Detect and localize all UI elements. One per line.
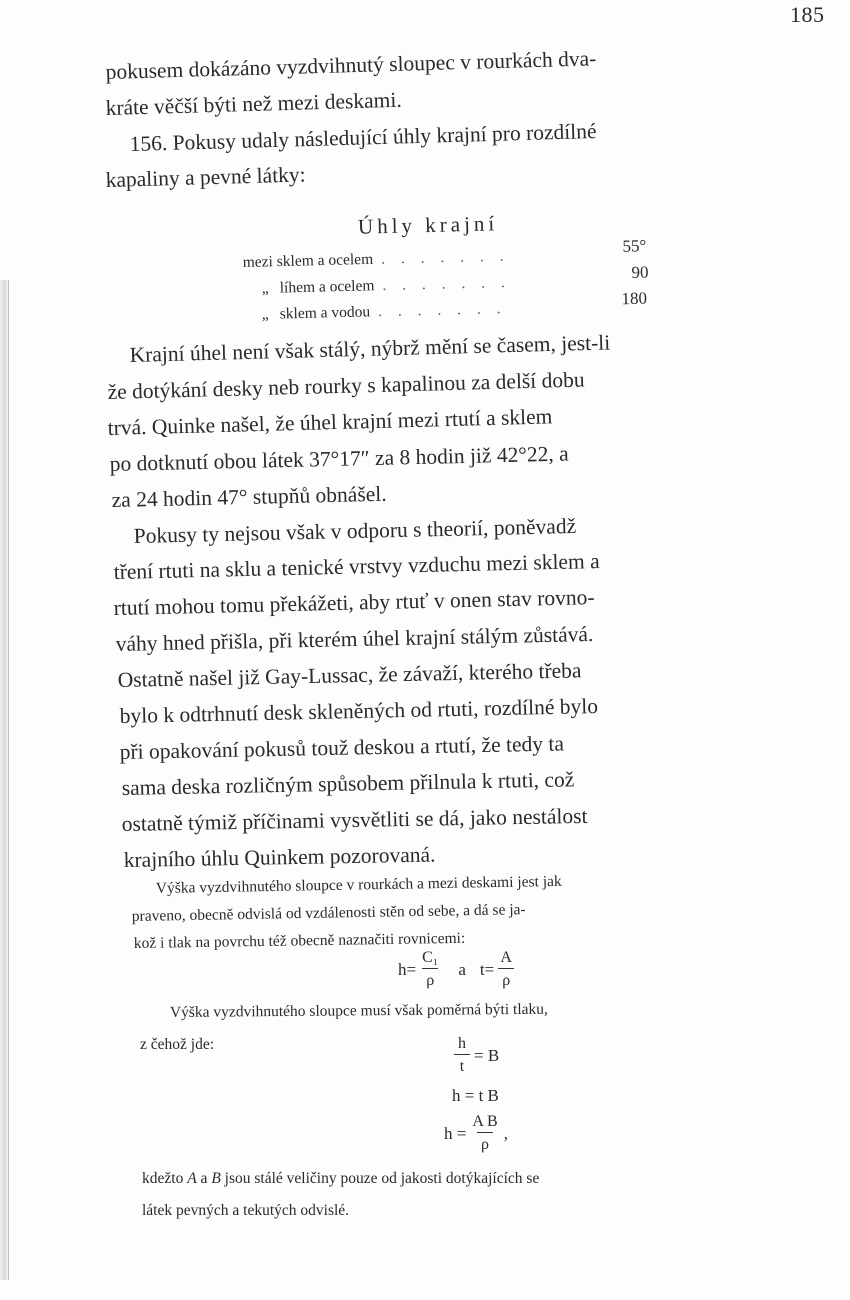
numerator: A (500, 949, 512, 966)
table-row-label: líhem a ocelem (279, 277, 375, 297)
text-line: ostatně týmiž příčinami vysvětliti se dá, jako nestálost (121, 803, 588, 837)
leader-dots: . . . . . . . (377, 300, 507, 321)
text-line: sama deska rozličným spůsobem přilnula k rtuti, což (121, 767, 575, 801)
text-line: po dotknutí obou látek 37°17″ za 8 hodin již 42°22, a (109, 441, 569, 477)
text-line: tření rtuti na sklu a tenické vrstvy vzduchu mezi sklem a (113, 548, 600, 585)
text-line: bylo k odtrhnutí desk skleněných od rtuti, rozdílné bylo (119, 693, 599, 729)
section-156-line: 156. Pokusy udaly následující úhly krajní pro rozdílné (129, 118, 597, 157)
eq-post: , (503, 1123, 508, 1143)
text-line: kapaliny a pevné látky: (105, 162, 306, 193)
leader-dots: . . . . . . . (380, 247, 510, 268)
table-row-label: sklem a vodou (279, 303, 371, 323)
equation-3: h = t B (452, 1086, 499, 1105)
text-line: trvá. Quinke našel, že úhel krajní mezi rtutí a sklem (107, 404, 553, 441)
fraction (498, 950, 514, 989)
fraction (454, 1036, 470, 1075)
table-row-value: 90 (631, 262, 649, 282)
text-line: pokusem dokázáno vyzdvihnutý sloupec v rourkách dva- (105, 46, 597, 85)
leader-dots: . . . . . . . (382, 273, 511, 295)
eq-lhs: h= (398, 959, 417, 979)
table-row-label: mezi sklem a ocelem (242, 250, 374, 272)
small-text-line: praveno, obecně odvislá od vzdálenosti stěn od sebe, a dá se ja- (131, 901, 526, 926)
variable-a: A (187, 1170, 197, 1187)
text-line: při opakování pokusů touž deskou a rtutí, že tedy ta (119, 731, 565, 765)
denominator: t (454, 1054, 470, 1075)
numerator: C₁ (422, 949, 439, 966)
equation-1 (398, 950, 518, 989)
ditto-mark: „ (261, 305, 269, 324)
text-line: Krajní úhel není však stálý, nýbrž mění se časem, jest-li (129, 330, 611, 368)
small-text-line: z čehož jde: (140, 1036, 215, 1053)
text-line: váhy hned přišla, při kterém úhel krajní stálým zůstává. (115, 622, 594, 657)
equation-2 (450, 1036, 499, 1075)
ditto-mark: „ (261, 279, 269, 298)
text-line: Pokusy ty nejsou však v odporu s theorií, poněvadž (133, 513, 577, 549)
text-line: Ostatně našel již Gay-Lussac, že závaží, kterého třeba (117, 658, 582, 693)
variable-b: B (211, 1170, 221, 1187)
fraction (470, 1114, 499, 1153)
eq-conjunction: a (458, 959, 466, 979)
table-row (242, 236, 647, 272)
small-text-line (142, 1170, 539, 1188)
page-binding-edge (0, 280, 9, 1280)
numerator: h (458, 1035, 466, 1052)
denominator: ρ (498, 968, 514, 989)
text-line: kráte věčší býti než mezi deskami. (105, 87, 402, 121)
eq-rhs: = B (474, 1045, 500, 1065)
denominator: ρ (477, 1132, 493, 1153)
fraction (420, 950, 440, 989)
page-number: 185 (790, 2, 825, 27)
small-text-line: kož i tlak na povrchu též obecně naznačiti rovnicemi: (133, 929, 466, 953)
table-title: Úhly krajní (357, 211, 499, 239)
eq-lhs-2: t= (479, 959, 495, 979)
text-line: za 24 hodin 47° stupňů obnášel. (111, 481, 387, 513)
small-text-line: Výška vyzdvihnutého sloupce musí však poměrná býti tlaku, (169, 1000, 548, 1022)
text-span: kdežto (142, 1170, 188, 1187)
table-row (261, 262, 649, 298)
small-text-line: látek pevných a tekutých odvislé. (142, 1202, 350, 1219)
text-span: a (196, 1170, 212, 1187)
table-row-value: 55° (622, 236, 647, 256)
denominator: ρ (422, 968, 438, 989)
equation-4 (444, 1114, 508, 1153)
text-line: že dotýkání desky neb rourky s kapalinou za delší dobu (107, 367, 585, 405)
numerator: A B (472, 1113, 498, 1130)
text-span: jsou stálé veličiny pouze od jakosti dotýkajících se (220, 1170, 540, 1187)
text-line: krajního úhlu Quinkem pozorovaná. (123, 842, 436, 873)
table-row (261, 288, 648, 324)
small-text-line: Výška vyzdvihnutého sloupce v rourkách a mezi deskami jest jak (155, 872, 562, 898)
table-row-value: 180 (621, 288, 648, 309)
eq-lhs: h = (444, 1123, 467, 1143)
text-line: rtutí mohou tomu překážeti, aby rtuť v onen stav rovno- (113, 585, 595, 621)
